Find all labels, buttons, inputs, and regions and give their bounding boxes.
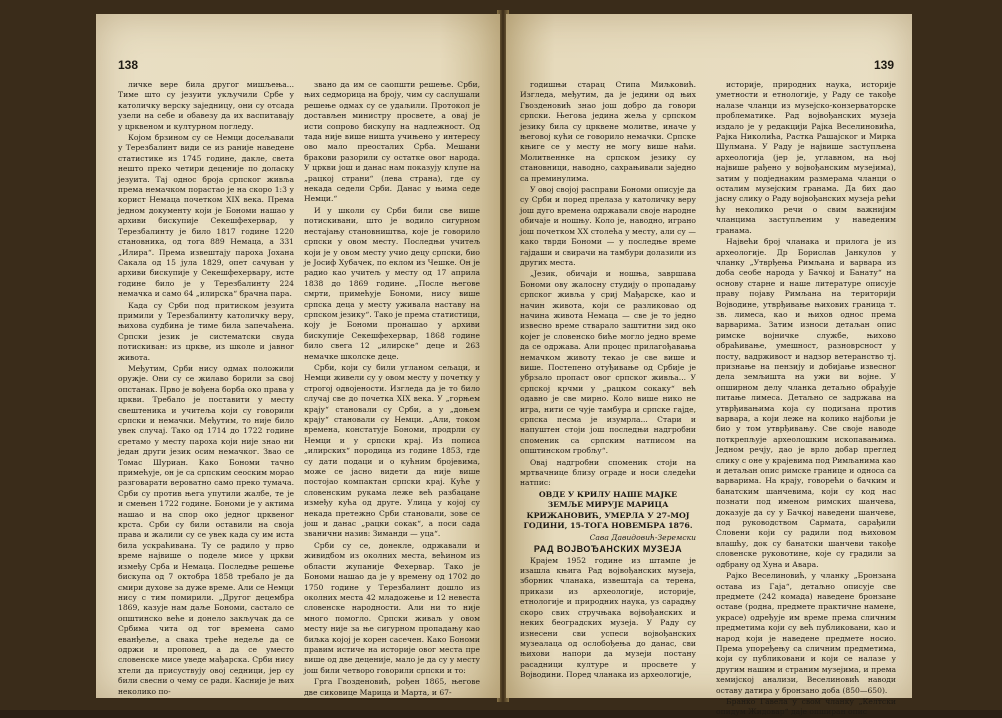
paragraph: Овај надгробни споменик стоји на мртвачнице близу ограде и носи следећи натпис: (520, 457, 696, 488)
paragraph: Највећи број чланака и прилога је из археологије. Др Борислав Јанкулов у чланку „Утврђења Римљана и варвара из доба сеобе народа у Бачкој и Банату“ на основу старне и наше литературе описује праву појаву Римљана на територији Војводине, утврђивање њихових граница т. зв. лимеса, као и њихов однос према варварима. Затим износи детаљан опис римске војничке службе, њихово обраћивање, умешност, разноврсност у посту, вадрживост и надзор ветеранство тј. признање на пензију и добијање извесног дела земљишта на ужи ви војне. У опширном делу чланка детаљно обрађује питање лимеса. Детаљно се задржава на утврђивањима која су подизана против варвара, а који леже на колико најбољи је био у том утврђивању. Све своје наводе поткрепљује археолошким ископавањима. Једном речју, дао је врло добар преглед слику с оне у крајевима под Римљанима као и детаљан опис римске границе и односа са варварима. На крају, говорећи о бачким и банатским шанчевима, који су код нас познати под именом римских шанчева, доказује да су у Бачкој наведени шанчеве, под руководством Сармата, сарађили Словени који су радили под њиховом влашћу, док су банатски шанчеви такође словенске руковотине, које су градили за одбрану од Хуна и Авара. (716, 237, 896, 569)
right-page (506, 14, 912, 717)
left-page (96, 14, 500, 698)
page-number-right: 139 (873, 58, 894, 72)
page-number-left: 138 (118, 58, 139, 72)
paragraph: Крајем 1952 године из штампе је изашла књига Рад војвођанских музеја, зборник чланака, извештаја са терена, прикази из археологије, историје, етнологије и природних наука, уз сарадњу скоро свих стручњака војвођанских и неких београдских музеја. У Раду су изнесени сви успеси војвођанских музеалаца од ослобођења до данас, сви њихови напори да музеји постану расадници културе и просвете у Војводини. Поред чланака из археологије, (520, 555, 696, 680)
left-column-2 (304, 80, 481, 697)
paragraph: „Језик, обичаји и ношња, завршава Бономи ову жалосну студију о пропадању српског живља у сриј Мађарске, као и начин живота, који се разликовао од начина живота Немаца — све је то једно извесно време стварало заштитни зид око којег је словенско биће могло једно време да се одржава. Али процес прилагођавања немачком животу текао је све више и више. Постепено отуђивање од Србије је убрзало пропаст овог српског живља... У српској крчми у „рацком сокаку“ већ одавно је све мирно. Коло више нико не игра, нити се чује тамбура и српске гајде, српска песма је изумрла... Стари и напуштен стоји још последњи надгробни споменик са српским натписом на општинском гробљу“. (520, 269, 696, 456)
right-column-2 (716, 80, 896, 717)
epitaph-inscription: ОВДЕ У КРИЛУ НАШЕ МАЈКЕ ЗЕМЉЕ МИРУЈЕ МАРИЦА КРИЖАНОВИЋ, УМЕРЛА У 27-МОЈ ГОДИНИ, 15-ТОГА НОВЕМБРА 1876. (523, 489, 693, 531)
paragraph: звано да им се саопшти решење. Срби, њих седморица на броју, чим су саслушали решење одмах су се удаљили. Протокол је достављен министру просвете, а овај је исти сопрово бискупу на надлежност. Од тада није више ништа учињено у интересу ово мало преосталих Срба. Мешани бракови разорили су остатке овог народа. У цркви још и данас нам показују клупе на „рацкој страни“ (лева страна), где су некада седели Срби. Данас у њима седе Немци.“ (304, 80, 480, 204)
paragraph: личке вере била другог мишљења... Тиме што су језуити укључили Србе у католичку верску заједницу, они су отсада узели на себе и обавезу да их васпитавају у црквеном и културном погледу. (118, 80, 294, 131)
paragraph: И у школи су Срби били све више потискивани, што је водило сигурном нестајању становништва, које је говорило српски у овом месту. Последњи учитељ који је у овом месту учио децу српски, био је Јосиф Хубачек, по еклом из Чешке. Он је радио као учитељ у месту од 17 априла 1838 до 1869 године. „После његове смрти, примећује Бономи, нису више српска деца у месту уживала наставу на српском језику“. Тако је према статистици, коју је Бономи пронашао у архиви бискупије Секешфехервар, 1868 године било свега 12 „илирске“ деце и 263 немачке школске деце. (304, 205, 481, 361)
paragraph: Бранко Гавела у свом чланку „Келтски опидум Жидовар“ даје опширан опис (716, 696, 896, 717)
paragraph: Којом брзином су се Немци досељавали у Терезбалинт види се из раније наведене статистике из 1745 године, дакле, света нешто преко четири деценије по доласку језуита. Тај однос броја српског живља према немачком порастао је на скоро 1:3 у корист Немаца почетком XIX века. Према једном документу који је Бономи нашао у архиви бискупије Секешфехервар, у Терезбалинту је било 1817 године 1220 становника, од тога 889 Немаца, а 331 „Илира“. Према извештају пароха Јохана Сакала од 15 јула 1829, опет сачуван у архиви бискупије у Секешфехервару, исте године било је у Терезбалинту 224 немачка и само 64 „илирска“ брачна пара. (118, 133, 294, 299)
paragraph: У овој својој расправи Бономи описује да су Срби и поред прелаза у католичку веру још дуго времена одржавали своје народне обичаје и ношњу. Коло је, наводно, играно још почетком XX столећа у месту, али су — како тврди Бономи — у последње време гајдаши и свирачи на тамбури долазили из других места. (520, 185, 696, 267)
right-column-1 (520, 80, 696, 690)
paragraph: историје, природних наука, историје уметности и етнологије, у Раду се такође налазе чланци из музејско-конзерваторске проблематике. Рад војвођанских музеја издало је у редакцији Рајка Веселиновића, Рајка Николића, Растка Рашајског и Мирка Шулмана. У Раду је највише заступљена археологија (јер је, углавном, на њој највише рађено у војвођанским музејима), затим у подједнаким размерама чланци о осталим музејским гранама. Да бих дао јасну слику о Раду војвођанских музеја рећи ћу неколико речи о свим важнијим чланцима заступљеним у наведеним гранама. (716, 80, 896, 235)
paragraph: Рајко Веселиновић, у чланку „Бронзана оставa из Гаја“, детаљно описује све предмете (242 комада) наведене бронзане оставе (родна, предмете практичне намене, украсе) одређује им време према сличним предметима који су већ публиковани, као и народ који је наведене предмете носио. Према упоређењу са сличним предметима, који су публиковани и који се налазе у другим нашим и страним музејима, и према хемијској анализи, Веселиновић наводи оставу датира у бронзано доба (850—650). (716, 571, 896, 695)
paragraph: Срби су се, донекле, одржавали и живидбом из околних места, већином из области жупаније Фехервар. Тако је Бономи нашао да је у времену од 1702 до 1750 године у Терезбалинт дошло из околних места 42 младожење и 12 невеста словенске народности. Али ни то није много помогло. Српски живаљ у овом месту није за ње сигурном пропадању као биљка којој је корен сасечен. Како Бономи правим истиче на историје овог места пре више од две деценије, мало је да су у месту још били четворо говорили српски и то: (304, 540, 480, 675)
paragraph: Грга Гвозденовић, рођен 1865, његове две сиковице Марица и Марта, и 67- (304, 677, 480, 697)
left-column-1 (118, 80, 294, 696)
section-heading: РАД ВОЈВОЂАНСКИХ МУЗЕЈА (533, 544, 683, 555)
paragraph: Међутим, Срби нису одмах положили оружје. Они су се жилаво борили за свој опстанак. Прво је вођена борба око права у цркви. Требало је поставити у месту свештеника и учитеља који су говорили српски и немачки. Међутим, то није било увек случај. Тако од 1714 до 1722 године сретамо у месту пароха који није знао ни један други језик осим немачког. Звао се Томас Шуриан. Како Бономи тачно примећује, он је са српским сеоским морао разговарати вероватно само преко тумача. Срби су против њега упутили жалбе, те је и смењен 1722 године. Бономи је у актима нашао и на спор око једног црквеног крста. Срби су били оставили на своја права и жалили су се увек када су им иста била ускраћивана. Ту се радило у прво време највише о поделе мисе у цркви између Срба и Немаца. Последње решење бискупа од 7 октобра 1858 требало је да смири духове за дуже време. Али се Немци нису с тим помирили. „Другог децембра 1869, казује нам даље Бономи, састало се општинско веће и донело закључак да се Србима чита од тог времена само еванђеље, а свака треће недеље да се одржи и пропoвед, а да се уместо словенске мисе уведе мађарска. Срби нису хтели да присуствују овој седници, јер су били свесни о чему се ради. Касније је њих неколико по- (118, 363, 294, 696)
author-signature: Сава Давидовић-Зеремски (589, 532, 696, 542)
paragraph: Када су Срби под притиском језуита примили у Терезбалинту католичку веру, њихова судбина је тиме била запечаћена. Српски језик је систематски свуда потискиван: из цркве, из школе и јавног живота. (118, 300, 294, 362)
paragraph: годишњи старац Стипа Миљковић. Изгледа, међутим, да је једини од њих Гвозденовић знао још добро да говори српски. Његова једина жеља у српском језику била су црквене молитве, иначе у његовој кући се говорило немачки. Српске књиге се у месту не могу више наћи. Молитвеннке на српском језику су становници, наводно, сахрањивали заједно са преминулима. (520, 80, 696, 183)
paragraph: Срби, који су били угланом сељаци, и Немци живели су у овом месту у почетку у строгој одвојености. Изгледа да је то било случај све до почетка XIX века. У „горњем крају“ становали су Срби, а у „доњем крају“ становали су Немци. „Али, током времена, констатује Бономи, продрли су Немци и у српски крај. Из пописа „илирских“ породица из године 1853, где су дати подаци и о кућним бројевима, може се јасно видети да није више постојао компактан српски крај. Куће у словенским рукама леже већ разбацане између кућа од друге. Улица у којој су некада претежно Срби становали, зове се још и данас „рацки сокак“, а поси сада званични назив: Зиманди — уца“. (304, 362, 480, 539)
